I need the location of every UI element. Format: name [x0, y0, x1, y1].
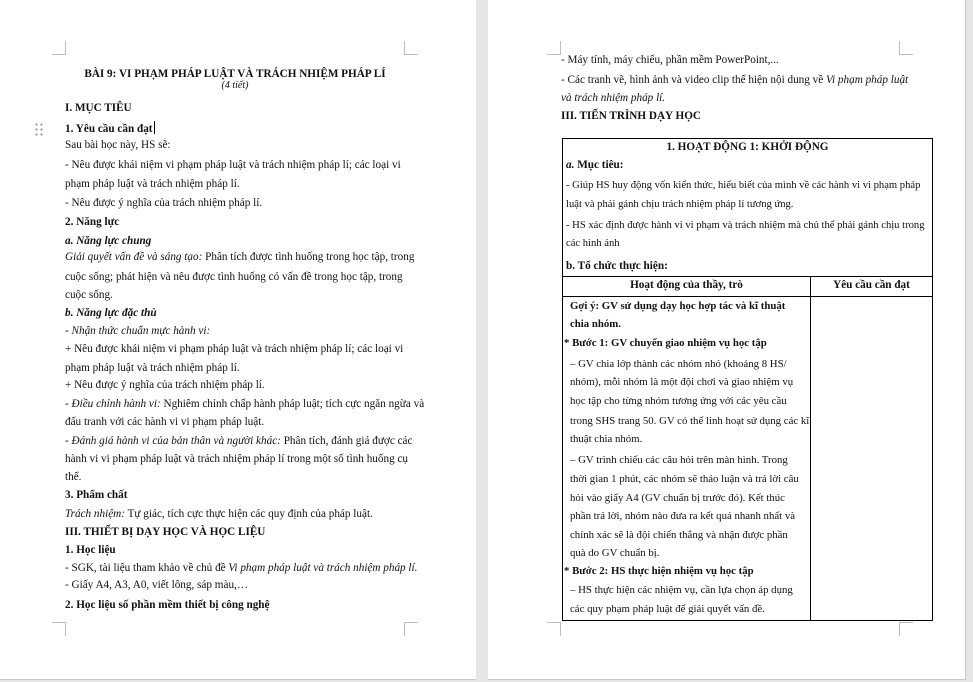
line-text: + Nêu được khái niệm vi phạm pháp luật và trách nhiệm pháp lí; các loại vi	[65, 343, 404, 355]
text-line[interactable]	[65, 452, 408, 466]
table-cell-line[interactable]: thuật chia nhóm.	[570, 433, 643, 445]
text-line[interactable]	[65, 378, 265, 392]
crop-mark-bottom-right	[404, 622, 418, 636]
text-cursor	[154, 121, 156, 134]
text-line[interactable]	[65, 361, 240, 375]
table-cell-line[interactable]: hỏi vào giấy A4 (GV chuẩn bị trước đó). Kết thúc	[570, 492, 785, 504]
organize-heading[interactable]: b. Tổ chức thực hiện:	[566, 260, 668, 272]
document-page-left	[0, 0, 476, 680]
text-line[interactable]	[65, 324, 210, 338]
text-line[interactable]	[65, 138, 171, 152]
line-text: - Nhận thức chuẩn mực hành vi:	[65, 325, 211, 337]
table-cell-line[interactable]: các quy phạm pháp luật để giải quyết vấn đề.	[570, 603, 765, 615]
table-cell-line[interactable]: chính xác sẽ là đội chiến thắng và nhận được phần	[570, 529, 788, 541]
activity-title[interactable]: 1. HOẠT ĐỘNG 1: KHỞI ĐỘNG	[666, 141, 829, 153]
column-header-requirement[interactable]: Yêu cầu cần đạt	[833, 279, 910, 291]
line-text: - Máy tính, máy chiếu, phần mềm PowerPoint,...	[561, 54, 779, 66]
drag-handle-icon[interactable]	[34, 122, 44, 136]
line-text: 1. Học liệu	[65, 544, 116, 556]
crop-mark-top-left	[547, 41, 561, 55]
line-text: b. Năng lực đặc thù	[65, 307, 157, 319]
line-text: Phân tích, đánh giá được các	[280, 435, 413, 447]
line-text: Tự giác, tích cực thực hiện các quy định của pháp luật.	[124, 508, 373, 520]
line-text: thể.	[65, 471, 82, 483]
table-cell-line[interactable]: phần trả lời, nhóm nào đưa ra kết quả nhanh nhất và	[570, 510, 796, 522]
crop-mark-top-right	[899, 41, 913, 55]
column-header-activity[interactable]: Hoạt động của thầy, trò	[630, 279, 743, 291]
line-text: - SGK, tài liệu tham khảo về chủ đề	[65, 562, 229, 574]
objective-line[interactable]: luật và phải gánh chịu trách nhiệm pháp lí tương ứng.	[566, 199, 794, 210]
line-text: phạm pháp luật và trách nhiệm pháp lí.	[65, 178, 240, 190]
crop-mark-top-right	[404, 41, 418, 55]
text-line[interactable]	[65, 158, 401, 172]
document-subtitle[interactable]: (4 tiết)	[221, 80, 249, 91]
table-cell-line[interactable]: Gợi ý: GV sử dụng dạy học hợp tác và kĩ thuật	[570, 300, 786, 312]
text-line[interactable]	[65, 578, 248, 592]
table-cell-line[interactable]: quà do GV chuẩn bị.	[570, 547, 660, 559]
line-text: phạm pháp luật và trách nhiệm pháp lí.	[65, 362, 240, 374]
line-italic-prefix: - Đánh giá hành vi của bản thân và người khác:	[65, 435, 281, 447]
text-line[interactable]	[65, 415, 264, 429]
text-line[interactable]	[65, 397, 424, 411]
table-cell-line[interactable]: nhóm), mỗi nhóm là một đội chơi và giao nhiệm vụ	[570, 376, 794, 388]
crop-mark-bottom-left	[52, 622, 66, 636]
text-line[interactable]	[65, 488, 127, 502]
line-text: Sau bài học này, HS sẽ:	[65, 139, 171, 151]
table-cell-line[interactable]: – GV trình chiếu các câu hỏi trên màn hình. Trong	[570, 454, 788, 466]
line-text: cuộc sống.	[65, 289, 113, 301]
table-cell-line[interactable]: * Bước 2: HS thực hiện nhiệm vụ học tập	[564, 565, 754, 577]
table-cell-line[interactable]: chia nhóm.	[570, 318, 621, 330]
line-text: cuộc sống; phát hiện và nêu được tình huống có vấn đề trong học tập, trong	[65, 271, 403, 283]
text-line[interactable]	[65, 101, 132, 115]
line-text: III. THIẾT BỊ DẠY HỌC VÀ HỌC LIỆU	[65, 526, 266, 538]
line-italic-prefix: Giải quyết vấn đề và sáng tạo:	[65, 251, 203, 263]
line-italic-suffix: Vi phạm pháp luật	[826, 74, 909, 86]
line-text: 2. Học liệu số phần mềm thiết bị công nghệ	[65, 599, 270, 611]
text-line[interactable]	[561, 73, 908, 87]
line-text: 3. Phẩm chất	[65, 489, 128, 501]
text-line[interactable]	[65, 434, 413, 448]
text-line[interactable]	[65, 507, 373, 521]
text-line[interactable]	[65, 177, 240, 191]
text-line[interactable]	[65, 215, 119, 229]
table-cell-line[interactable]: * Bước 1: GV chuyển giao nhiệm vụ học tập	[564, 337, 767, 349]
table-cell-line[interactable]: – GV chia lớp thành các nhóm nhỏ (khoảng 8 HS/	[570, 358, 787, 370]
text-line[interactable]	[65, 306, 157, 320]
table-cell-line[interactable]: trong SHS trang 50. GV có thể linh hoạt sử dụng các kĩ	[570, 415, 810, 427]
line-text: đấu tranh với các hành vi vi phạm pháp luật.	[65, 416, 265, 428]
table-cell-line[interactable]: thời gian 1 phút, các nhóm sẽ thảo luận và trả lời câu	[570, 473, 799, 485]
objective-heading[interactable]	[566, 158, 623, 172]
text-line[interactable]	[65, 470, 81, 484]
text-line[interactable]	[65, 598, 270, 612]
text-line[interactable]	[65, 234, 151, 248]
line-italic-suffix: Vi phạm pháp luật và trách nhiệm pháp lí.	[228, 562, 418, 574]
line-text: - Nêu được ý nghĩa của trách nhiệm pháp lí.	[65, 197, 263, 209]
line-text: III. TIẾN TRÌNH DẠY HỌC	[561, 110, 701, 122]
text-line[interactable]	[561, 109, 701, 123]
line-text: I. MỤC TIÊU	[65, 102, 132, 114]
crop-mark-bottom-right	[899, 622, 913, 636]
objective-prefix: a.	[566, 159, 575, 171]
objective-label: Mục tiêu:	[577, 159, 624, 171]
line-text: Phân tích được tình huống trong học tập, trong	[202, 251, 415, 263]
text-line[interactable]	[65, 561, 417, 575]
line-text: - Các tranh vẽ, hình ảnh và video clip thể hiện nội dung về	[561, 74, 827, 86]
line-text: + Nêu được ý nghĩa của trách nhiệm pháp lí.	[65, 379, 265, 391]
text-line[interactable]	[65, 121, 155, 136]
line-text: 2. Năng lực	[65, 216, 120, 228]
line-text: a. Năng lực chung	[65, 235, 152, 247]
objective-line[interactable]: - Giúp HS huy động vốn kiến thức, hiểu biết của mình về các hành vi vi phạm pháp	[566, 180, 921, 191]
objective-line[interactable]: các hình ảnh	[566, 238, 620, 249]
table-cell-line[interactable]: – HS thực hiện các nhiệm vụ, cần lựa chọn áp dụng	[570, 584, 793, 596]
text-line[interactable]	[65, 288, 113, 302]
text-line[interactable]	[561, 91, 665, 105]
line-text: 1. Yêu cầu cần đạt	[65, 123, 153, 135]
crop-mark-bottom-left	[547, 622, 561, 636]
line-text: - Nêu được khái niệm vi phạm pháp luật và trách nhiệm pháp lí; các loại vi	[65, 159, 401, 171]
line-text: - Giấy A4, A3, A0, viết lông, sáp màu,…	[65, 579, 249, 591]
objective-line[interactable]: - HS xác định được hành vi vi phạm và trách nhiệm mà chủ thể phải gánh chịu trong	[566, 220, 925, 231]
line-text: Nghiêm chỉnh chấp hành pháp luật; tích cực ngăn ngừa và	[160, 398, 425, 410]
line-text: và trách nhiệm pháp lí.	[561, 92, 666, 104]
text-line[interactable]	[65, 543, 116, 557]
text-line[interactable]	[65, 525, 265, 539]
line-italic-prefix: - Điều chỉnh hành vi:	[65, 398, 161, 410]
text-line[interactable]	[65, 196, 262, 210]
text-line[interactable]	[561, 53, 779, 67]
text-line[interactable]	[65, 270, 403, 284]
text-line[interactable]	[65, 342, 403, 356]
text-line[interactable]	[65, 250, 414, 264]
document-title[interactable]: BÀI 9: VI PHẠM PHÁP LUẬT VÀ TRÁCH NHIỆM PHÁP LÍ	[84, 68, 386, 80]
requirement-cell[interactable]	[811, 297, 932, 620]
line-text: hành vi vi phạm pháp luật và trách nhiệm pháp lí trong một số tình huống cụ	[65, 453, 409, 465]
table-cell-line[interactable]: học tập cho từng nhóm tương ứng với các yêu cầu	[570, 395, 787, 407]
crop-mark-top-left	[52, 41, 66, 55]
table-divider	[563, 276, 932, 277]
activity-table[interactable]	[562, 138, 933, 621]
line-italic-prefix: Trách nhiệm:	[65, 508, 125, 520]
